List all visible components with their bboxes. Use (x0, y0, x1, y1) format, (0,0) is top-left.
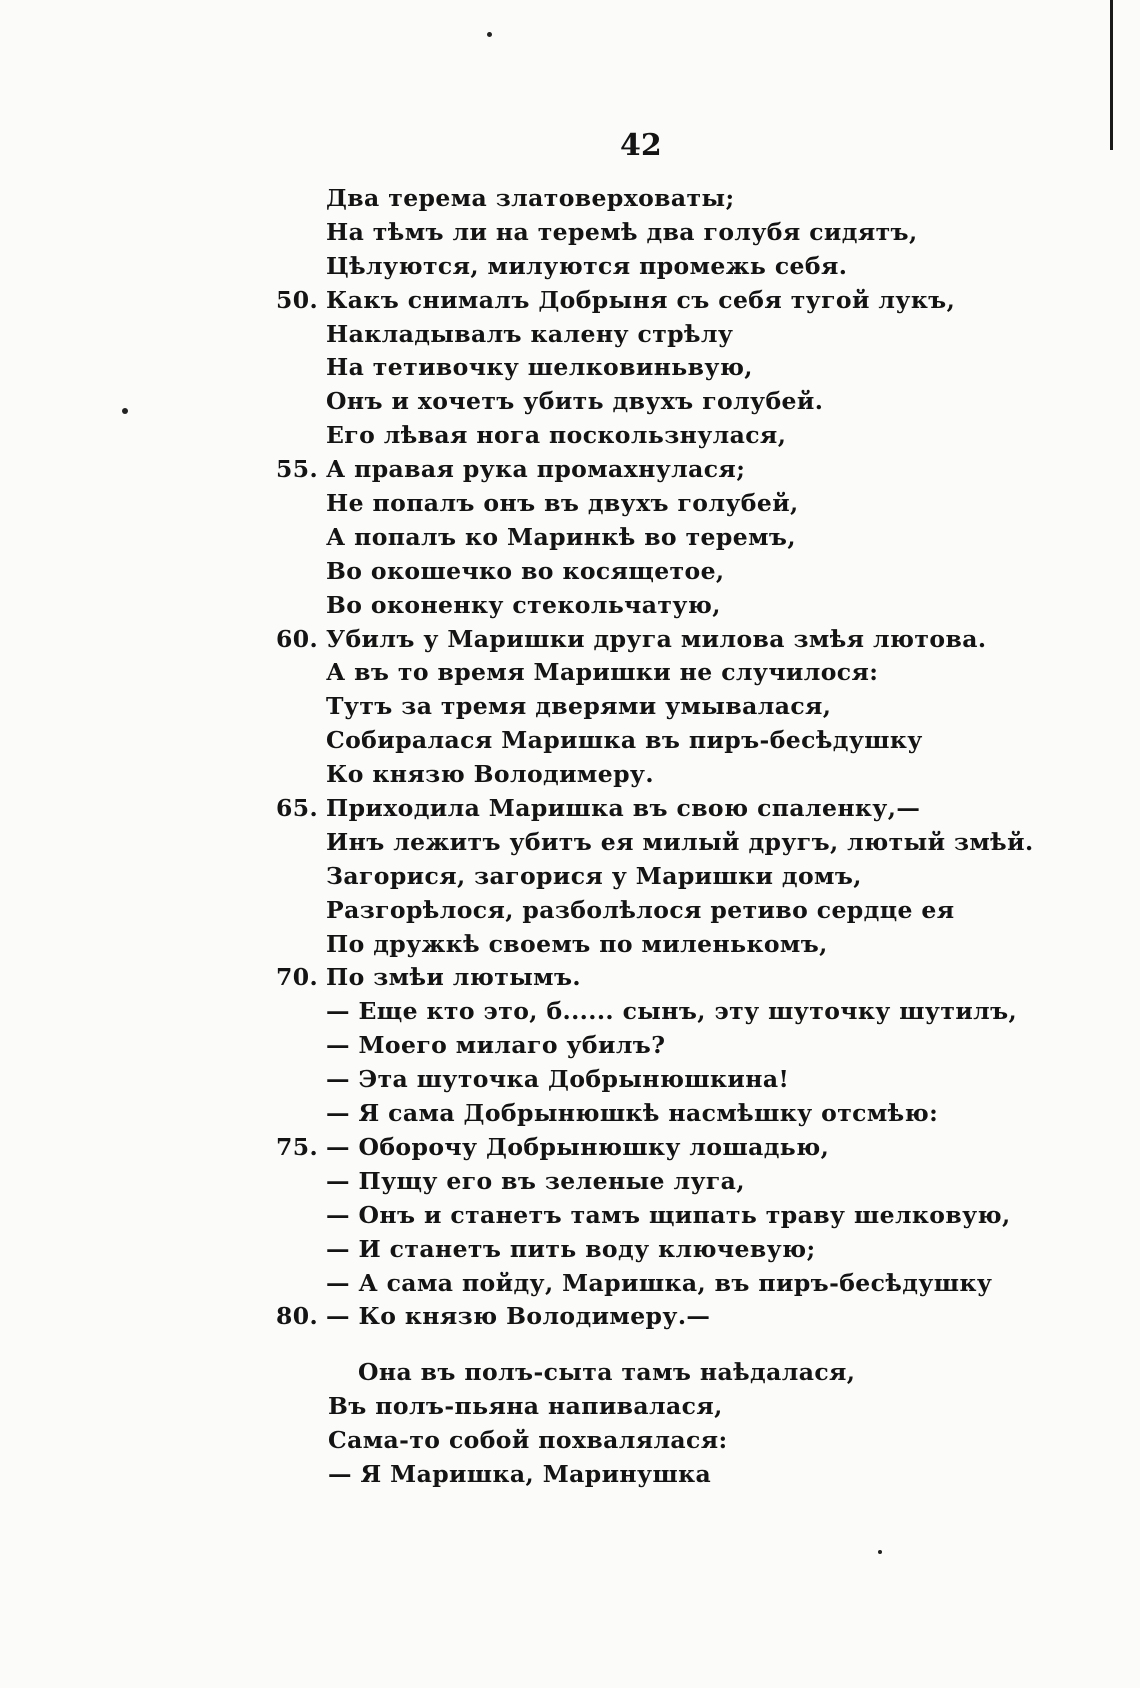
line-text: Сама-то собой похвалялася: (328, 1426, 728, 1455)
line-text: Во оконенку стекольчатую, (326, 590, 721, 619)
verse-line (0, 1300, 1140, 1334)
verse-line (0, 792, 1140, 826)
line-text: — Еще кто это, б...... сынъ, эту шуточку шутилъ, (326, 997, 1018, 1026)
line-text: На тетивочку шелковиньвую, (326, 353, 753, 382)
verse-line (0, 182, 1140, 216)
verse-line (0, 623, 1140, 657)
verse-line (0, 1233, 1140, 1267)
verse-line (0, 860, 1140, 894)
verse-line (0, 284, 1140, 318)
line-text: Она въ полъ-сыта тамъ наѣдалася, (358, 1358, 856, 1387)
line-text: Накладывалъ калену стрѣлу (326, 319, 734, 348)
stanza-gap (0, 1334, 1140, 1356)
verse-line (0, 1165, 1140, 1199)
ink-speck (878, 1550, 882, 1554)
line-text: По дружкѣ своемъ по миленькомъ, (326, 929, 828, 958)
verse-line (0, 419, 1140, 453)
verse-line (0, 487, 1140, 521)
line-text: — Ко князю Володимеру.— (326, 1302, 711, 1331)
line-number: 60. (276, 624, 319, 653)
page-edge-line (1110, 0, 1113, 150)
line-text: — И станетъ пить воду ключевую; (326, 1234, 816, 1263)
line-text: — Онъ и станетъ тамъ щипать траву шелковую, (326, 1200, 1011, 1229)
verse-line (0, 656, 1140, 690)
line-text: По змѣи лютымъ. (326, 963, 581, 992)
line-text: А правая рука промахнулася; (326, 455, 746, 484)
verse-line (0, 826, 1140, 860)
poem-text (0, 182, 1140, 1492)
verse-line (0, 521, 1140, 555)
line-text: — Я сама Добрынюшкѣ насмѣшку отсмѣю: (326, 1099, 939, 1128)
verse-line (0, 250, 1140, 284)
verse-line (0, 928, 1140, 962)
line-text: Загорися, загорися у Маришки домъ, (326, 861, 862, 890)
coda-line (0, 1390, 1140, 1424)
line-number: 50. (276, 285, 319, 314)
verse-line (0, 555, 1140, 589)
line-text: На тѣмъ ли на теремѣ два голубя сидятъ, (326, 217, 918, 246)
verse-line (0, 216, 1140, 250)
verse-line (0, 385, 1140, 419)
line-number: 65. (276, 794, 319, 823)
verse-line (0, 1131, 1140, 1165)
line-number: 70. (276, 963, 319, 992)
verse-line (0, 351, 1140, 385)
line-text: — Пущу его въ зеленые луга, (326, 1166, 745, 1195)
line-text: — Я Маришка, Маринушка (328, 1459, 712, 1488)
line-text: Тутъ за тремя дверями умывалася, (326, 692, 832, 721)
verse-line (0, 995, 1140, 1029)
line-text: Его лѣвая нога поскользнулася, (326, 421, 787, 450)
line-text: Ко князю Володимеру. (326, 760, 654, 789)
line-text: Онъ и хочетъ убить двухъ голубей. (326, 387, 824, 416)
ink-speck (487, 32, 492, 37)
verse-line (0, 724, 1140, 758)
coda-line (0, 1424, 1140, 1458)
line-text: — Моего милаго убилъ? (326, 1031, 666, 1060)
line-text: Не попалъ онъ въ двухъ голубей, (326, 489, 799, 518)
line-number: 75. (276, 1132, 319, 1161)
line-text: А попалъ ко Маринкѣ во теремъ, (326, 522, 796, 551)
line-text: Въ полъ-пьяна напивалася, (328, 1392, 723, 1421)
line-number: 80. (276, 1302, 319, 1331)
line-text: Во окошечко во косящетое, (326, 556, 725, 585)
verse-line (0, 894, 1140, 928)
line-text: Собиралася Маришка въ пиръ-бесѣдушку (326, 726, 923, 755)
line-text: Цѣлуются, милуются промежь себя. (326, 251, 848, 280)
coda-line (0, 1458, 1140, 1492)
line-text: Какъ снималъ Добрыня съ себя тугой лукъ, (326, 285, 956, 314)
line-text: Разгорѣлося, разболѣлося ретиво сердце ея (326, 895, 955, 924)
verse-line (0, 690, 1140, 724)
verse-line (0, 758, 1140, 792)
line-text: Приходила Маришка въ свою спаленку,— (326, 794, 921, 823)
verse-line (0, 589, 1140, 623)
line-text: Инъ лежитъ убитъ ея милый другъ, лютый змѣй. (326, 827, 1034, 856)
verse-line (0, 1267, 1140, 1301)
page-number: 42 (620, 128, 662, 163)
coda-line (0, 1356, 1140, 1390)
line-text: Два терема златоверховаты; (326, 184, 735, 212)
verse-line (0, 453, 1140, 487)
line-text: — Оборочу Добрынюшку лошадью, (326, 1132, 830, 1161)
verse-line (0, 1097, 1140, 1131)
line-number: 55. (276, 455, 319, 484)
verse-line (0, 318, 1140, 352)
line-text: — Эта шуточка Добрынюшкина! (326, 1065, 790, 1094)
line-text: — А сама пойду, Маришка, въ пиръ-бесѣдушку (326, 1268, 993, 1297)
verse-line (0, 1063, 1140, 1097)
verse-line (0, 1199, 1140, 1233)
verse-line (0, 1029, 1140, 1063)
line-text: Убилъ у Маришки друга милова змѣя лютова. (326, 624, 987, 653)
line-text: А въ то время Маришки не случилося: (326, 658, 879, 687)
verse-line (0, 961, 1140, 995)
